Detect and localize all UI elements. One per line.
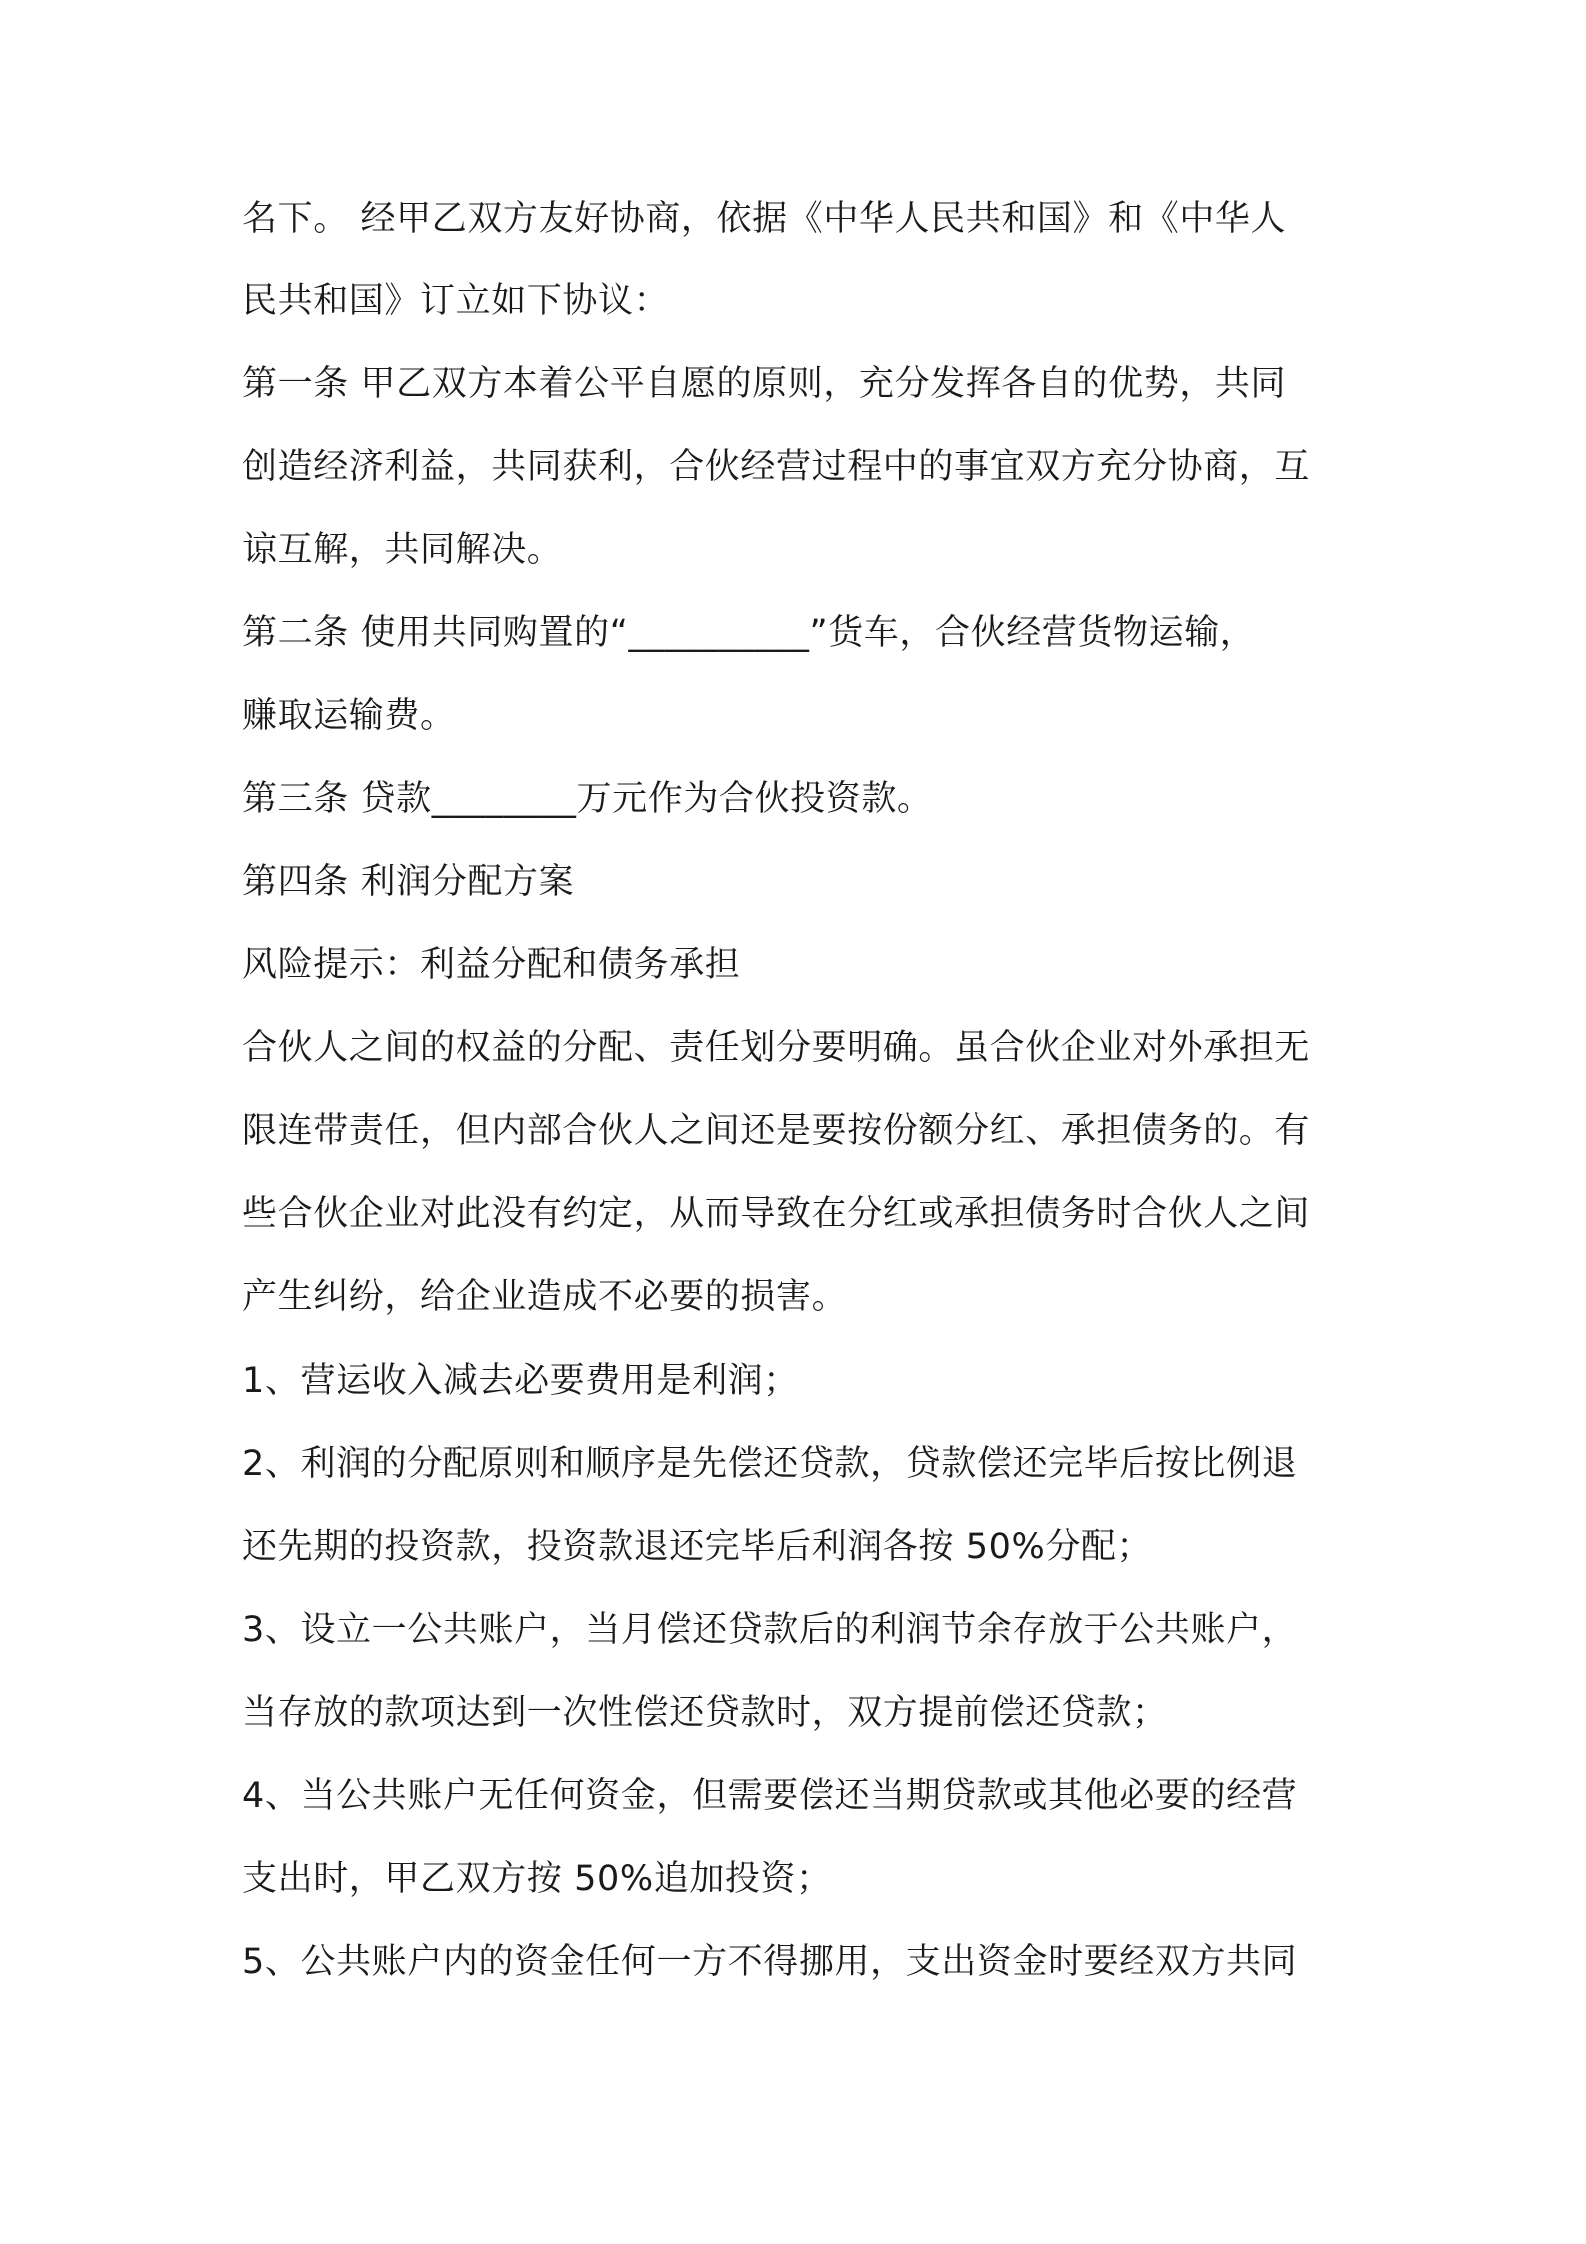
clause-4-line-1: 4、当公共账户无任何资金，但需要偿还当期贷款或其他必要的经营 [242, 1776, 1298, 1816]
article-2-line-1: 第二条 使用共同购置的“__________”货车，合伙经营货物运输， [242, 613, 1256, 653]
article-4-heading: 第四条 利润分配方案 [242, 862, 575, 902]
risk-note-line-4: 产生纠纷，给企业造成不必要的损害。 [242, 1277, 848, 1317]
risk-note-heading: 风险提示：利益分配和债务承担 [242, 945, 741, 985]
text-line-2: 民共和国》订立如下协议： [242, 281, 670, 321]
clause-2-line-1: 2、利润的分配原则和顺序是先偿还贷款，贷款偿还完毕后按比例退 [242, 1444, 1298, 1484]
risk-note-line-3: 些合伙企业对此没有约定，从而导致在分红或承担债务时合伙人之间 [242, 1194, 1311, 1234]
clause-2-line-2: 还先期的投资款，投资款退还完毕后利润各按 50%分配； [242, 1527, 1153, 1567]
risk-note-line-2: 限连带责任，但内部合伙人之间还是要按份额分红、承担债务的。有 [242, 1111, 1311, 1151]
article-1-line-3: 谅互解，共同解决。 [242, 530, 563, 570]
article-1-line-2: 创造经济利益，共同获利，合伙经营过程中的事宜双方充分协商，互 [242, 447, 1311, 487]
article-1-line-1: 第一条 甲乙双方本着公平自愿的原则，充分发挥各自的优势，共同 [242, 364, 1287, 404]
article-3-line: 第三条 贷款________万元作为合伙投资款。 [242, 779, 933, 819]
text-line-1: 名下。 经甲乙双方友好协商，依据《中华人民共和国》和《中华人 [242, 199, 1287, 239]
article-2-line-2: 赚取运输费。 [242, 696, 456, 736]
clause-3-line-2: 当存放的款项达到一次性偿还贷款时，双方提前偿还贷款； [242, 1693, 1168, 1733]
clause-1-line: 1、营运收入减去必要费用是利润； [242, 1361, 799, 1401]
risk-note-line-1: 合伙人之间的权益的分配、责任划分要明确。虽合伙企业对外承担无 [242, 1028, 1311, 1068]
clause-3-line-1: 3、设立一公共账户，当月偿还贷款后的利润节余存放于公共账户， [242, 1610, 1298, 1650]
clause-4-line-2: 支出时，甲乙双方按 50%追加投资； [242, 1859, 832, 1899]
clause-5-line-1: 5、公共账户内的资金任何一方不得挪用，支出资金时要经双方共同 [242, 1942, 1298, 1982]
